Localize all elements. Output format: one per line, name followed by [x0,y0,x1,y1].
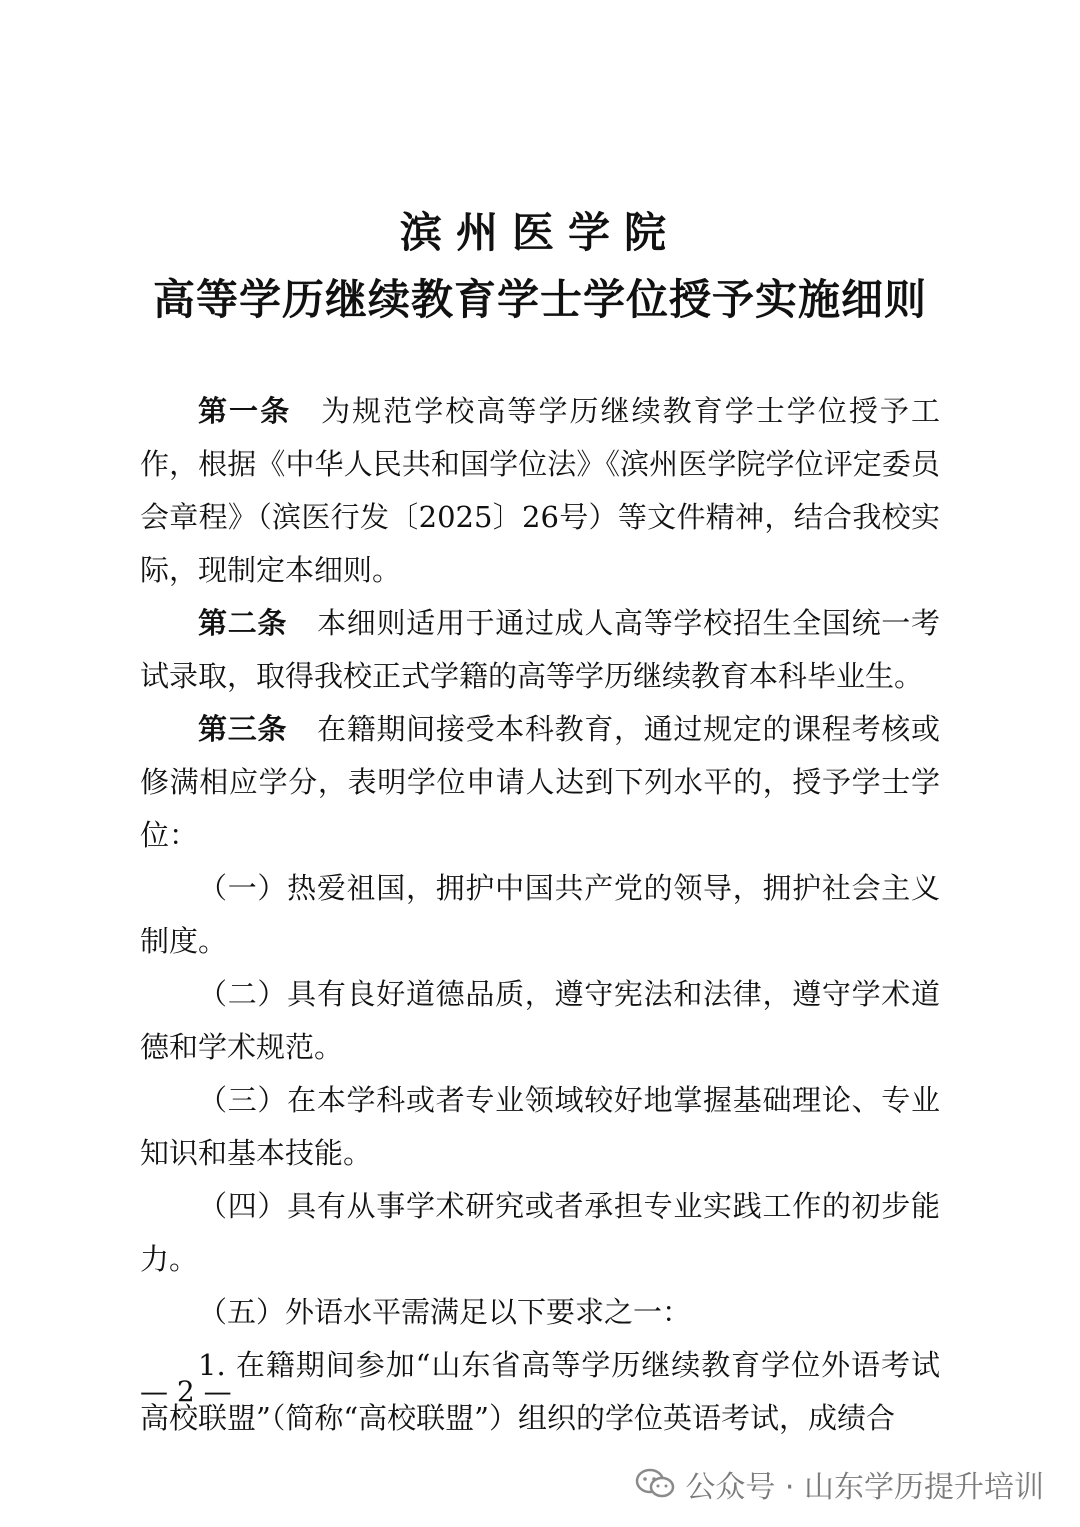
article-label: 第二条 [198,606,288,640]
article-text: 本细则适用于通过成人高等学校招生全国统一考试录取，取得我校正式学籍的高等学历继续教育本科毕业生。 [140,606,940,693]
article-2 [140,597,940,703]
page-number: — 2 — [140,1375,232,1408]
article-label: 第一条 [198,394,292,428]
document-title-main: 高等学历继续教育学士学位授予实施细则 [152,275,927,324]
article-text: 在籍期间接受本科教育，通过规定的课程考核或修满相应学分，表明学位申请人达到下列水平的，授予学士学位： [140,712,940,852]
article-1 [140,385,940,597]
article-label: 第三条 [198,712,288,746]
article-3 [140,703,940,862]
document-body [140,385,940,1445]
clause-2: （二）具有良好道德品质，遵守宪法和法律，遵守学术道德和学术规范。 [140,977,940,1064]
wechat-icon [635,1468,675,1500]
clause-4: （四）具有从事学术研究或者承担专业实践工作的初步能力。 [140,1189,940,1276]
clause-3: （三）在本学科或者专业领域较好地掌握基础理论、专业知识和基本技能。 [140,1083,940,1170]
document-title-institution: 滨州医学院 [399,208,680,257]
sub-clause-1: 1. 在籍期间参加“山东省高等学历继续教育学位外语考试高校联盟”（简称“高校联盟”）组织的学位英语考试，成绩合 [140,1348,940,1435]
article-text: 为规范学校高等学历继续教育学士学位授予工作，根据《中华人民共和国学位法》《滨州医学院学位评定委员会章程》（滨医行发〔2025〕26号）等文件精神，结合我校实际，现制定本细则。 [140,394,940,587]
clause-1: （一）热爱祖国，拥护中国共产党的领导，拥护社会主义制度。 [140,871,940,958]
clause-5: （五）外语水平需满足以下要求之一： [198,1295,692,1329]
watermark-text: 公众号 · 山东学历提升培训 [685,1470,1044,1505]
wechat-watermark [635,1462,1044,1506]
